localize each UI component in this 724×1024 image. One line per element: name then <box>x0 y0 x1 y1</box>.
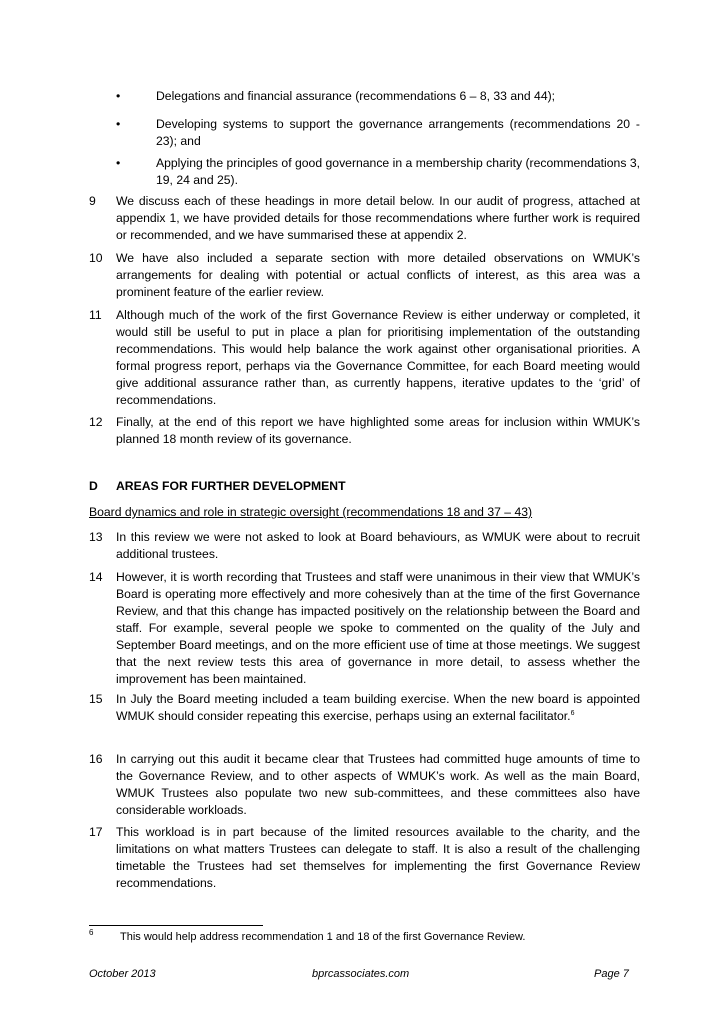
paragraph-number: 17 <box>89 825 103 839</box>
paragraph-text-content: In July the Board meeting included a team building exercise. When the new board is appointed WMUK should consider repeating this exercise, perhaps using an external facilitator. <box>116 692 640 723</box>
paragraph-number: 9 <box>89 194 96 208</box>
paragraph-text: Finally, at the end of this report we have highlighted some areas for inclusion within WMUK’s planned 18 month review of its governance. <box>116 415 640 446</box>
footnote-number: 6 <box>89 928 94 937</box>
bullet-symbol: • <box>116 89 121 103</box>
paragraph-text <box>116 691 640 725</box>
paragraph-text: In carrying out this audit it became clear that Trustees had committed huge amounts of time to the Governance Review, and to other aspects of WMUK’s work. As well as the main Board, WMUK Trustees also populate two new sub-committees, and these committees also have considerable workloads. <box>116 752 640 817</box>
paragraph-number: 10 <box>89 251 103 265</box>
paragraph-number: 14 <box>89 570 103 584</box>
bullet-text: Applying the principles of good governance in a membership charity (recommendations 3, 19, 24 and 25). <box>156 156 640 187</box>
footer-page-number: Page 7 <box>594 968 629 980</box>
footnote-text: This would help address recommendation 1 and 18 of the first Governance Review. <box>120 931 526 943</box>
footer-website: bprcassociates.com <box>312 968 410 980</box>
paragraph-text: However, it is worth recording that Trustees and staff were unanimous in their view that WMUK’s Board is operating more effectively and more cohesively than at the time of the first Governance Review, and that this change has impacted positively on the relationship between the Board and staff. For example, several people we spoke to commented on the quality of the July and September Board meetings, and on the more efficient use of time at those meetings. We suggest that the next review tests this area of governance in more detail, to assess whether the improvement has been maintained. <box>116 570 640 686</box>
paragraph-text: In this review we were not asked to look at Board behaviours, as WMUK were about to recruit additional trustees. <box>116 530 640 561</box>
footnote-reference: 6 <box>570 709 575 717</box>
paragraph-text: We have also included a separate section with more detailed observations on WMUK’s arrangements for dealing with potential or actual conflicts of interest, as this area was a prominent feature of the earlier review. <box>116 251 640 299</box>
paragraph-number: 12 <box>89 415 103 429</box>
paragraph-number: 16 <box>89 752 103 766</box>
footnote-divider <box>89 925 263 926</box>
bullet-text: Developing systems to support the governance arrangements (recommendations 20 - 23); and <box>156 117 640 148</box>
subheading: Board dynamics and role in strategic oversight (recommendations 18 and 37 – 43) <box>89 505 533 519</box>
paragraph-text: We discuss each of these headings in more detail below. In our audit of progress, attached at appendix 1, we have provided details for those recommendations where further work is required or recommended, and we have summarised these at appendix 2. <box>116 194 640 242</box>
section-title: AREAS FOR FURTHER DEVELOPMENT <box>116 479 346 493</box>
bullet-symbol: • <box>116 117 121 131</box>
footer-date: October 2013 <box>89 968 156 980</box>
paragraph-text: Although much of the work of the first Governance Review is either underway or completed, it would still be useful to put in place a plan for prioritising implementation of the outstanding recommendations. This would help balance the work against other organisational priorities. A formal progress report, perhaps via the Governance Committee, for each Board meeting would give additional assurance rather than, as currently happens, iterative updates to the ‘grid’ of recommendations. <box>116 308 640 407</box>
paragraph-number: 11 <box>89 308 102 322</box>
bullet-symbol: • <box>116 156 121 170</box>
section-letter: D <box>89 479 98 493</box>
bullet-text: Delegations and financial assurance (recommendations 6 – 8, 33 and 44); <box>156 89 556 103</box>
paragraph-text: This workload is in part because of the limited resources available to the charity, and the limitations on what matters Trustees can delegate to staff. It is also a result of the challenging timetable the Trustees had set themselves for implementing the first Governance Review recommendations. <box>116 825 640 890</box>
paragraph-number: 15 <box>89 692 103 706</box>
paragraph-number: 13 <box>89 530 103 544</box>
